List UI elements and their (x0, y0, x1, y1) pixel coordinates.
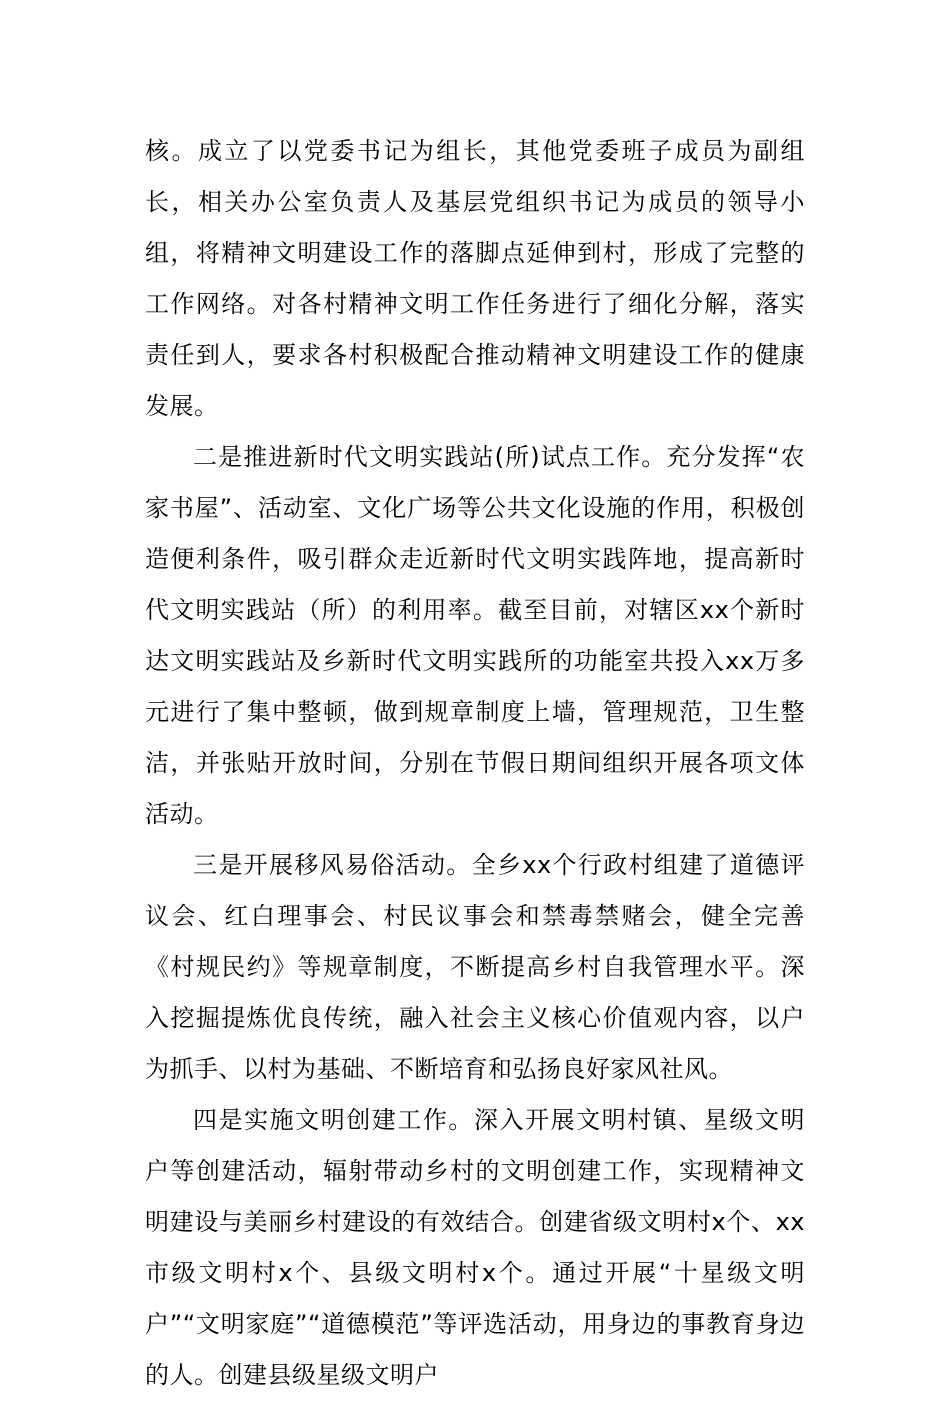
paragraph-point-four: 四是实施文明创建工作。深入开展文明村镇、星级文明户等创建活动，辐射带动乡村的文明创建工作，实现精神文明建设与美丽乡村建设的有效结合。创建省级文明村x个、xx市级文明村x个、县级文明村x个。通过开展“十星级文明户”“文明家庭”“道德模范”等评选活动，用身边的事教育身边的人。创建县级星级文明户 (145, 1106, 805, 1389)
document-body (145, 126, 805, 1401)
paragraph-continued: 核。成立了以党委书记为组长，其他党委班子成员为副组长，相关办公室负责人及基层党组织书记为成员的领导小组，将精神文明建设工作的落脚点延伸到村，形成了完整的工作网络。对各村精神文明工作任务进行了细化分解，落实责任到人，要求各村积极配合推动精神文明建设工作的健康发展。 (145, 137, 805, 420)
paragraph-point-two: 二是推进新时代文明实践站(所)试点工作。充分发挥“农家书屋”、活动室、文化广场等公共文化设施的作用，积极创造便利条件，吸引群众走近新时代文明实践阵地，提高新时代文明实践站（所）的利用率。截至目前，对辖区xx个新时达文明实践站及乡新时代文明实践所的功能室共投入xx万多元进行了集中整顿，做到规章制度上墙，管理规范，卫生整洁，并张贴开放时间，分别在节假日期间组织开展各项文体活动。 (145, 443, 805, 828)
paragraph-point-three: 三是开展移风易俗活动。全乡xx个行政村组建了道德评议会、红白理事会、村民议事会和禁毒禁赌会，健全完善《村规民约》等规章制度，不断提高乡村自我管理水平。深入挖掘提炼优良传统，融入社会主义核心价值观内容，以户为抓手、以村为基础、不断培育和弘扬良好家风社风。 (145, 851, 805, 1083)
